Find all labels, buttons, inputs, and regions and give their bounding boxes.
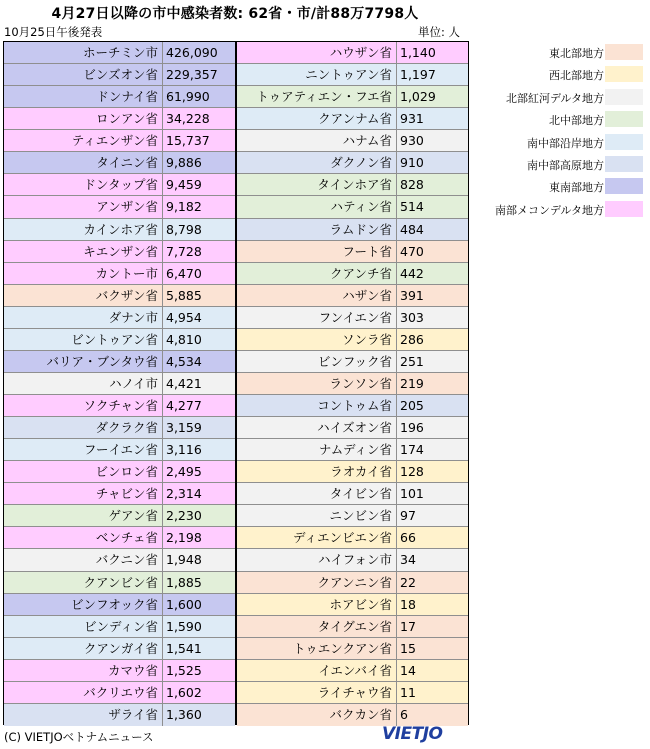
legend-item: [479, 198, 647, 220]
table-row: [237, 174, 468, 196]
case-count: 101: [400, 486, 424, 502]
table-row: [237, 373, 468, 395]
case-count: 11: [400, 684, 416, 700]
case-count: 1,948: [166, 552, 202, 568]
province-name: ソクチャン省: [4, 395, 163, 416]
case-count: 303: [400, 309, 424, 325]
province-name: ニンビン省: [237, 505, 397, 526]
table-row: [4, 704, 235, 726]
table-row: [237, 263, 468, 285]
table-row: [4, 64, 235, 86]
case-count: 18: [400, 596, 416, 612]
table-row: [4, 329, 235, 351]
case-count: 34: [400, 552, 416, 568]
case-count: 9,182: [166, 199, 202, 215]
case-count: 9,459: [166, 177, 202, 193]
province-name: イエンバイ省: [237, 660, 397, 681]
legend-label: 北中部地方: [549, 114, 604, 128]
province-name: ハティン省: [237, 196, 397, 217]
table-row: [237, 307, 468, 329]
province-name: ザライ省: [4, 704, 163, 726]
case-count: 1,600: [166, 596, 202, 612]
table-row: [4, 42, 235, 64]
case-count: 4,810: [166, 331, 202, 347]
case-count: 174: [400, 442, 424, 458]
announcement-date: 10月25日午後発表: [4, 25, 103, 39]
province-name: タインホア省: [237, 174, 397, 195]
province-name: ダクノン省: [237, 152, 397, 173]
case-count: 1,541: [166, 640, 202, 656]
province-name: クアンビン省: [4, 572, 163, 593]
province-name: クアンチ省: [237, 263, 397, 284]
province-name: アンザン省: [4, 196, 163, 217]
case-count: 205: [400, 398, 424, 414]
table-row: [237, 42, 468, 64]
case-count: 2,495: [166, 464, 202, 480]
case-count: 4,534: [166, 353, 202, 369]
case-count: 931: [400, 111, 424, 127]
legend-item: [479, 131, 647, 153]
province-name: バクニン省: [4, 549, 163, 570]
case-count: 426,090: [166, 45, 218, 60]
case-count: 17: [400, 618, 416, 634]
province-name: キエンザン省: [4, 241, 163, 262]
province-name: ハイフォン市: [237, 549, 397, 570]
legend-item: [479, 41, 647, 63]
case-count: 1,140: [400, 45, 436, 60]
vietjo-logo: VIETJO: [382, 724, 443, 744]
province-name: ホーチミン市: [4, 42, 163, 63]
case-count: 1,590: [166, 618, 202, 634]
case-count: 2,198: [166, 530, 202, 546]
case-count: 3,116: [166, 442, 202, 458]
table-row: [4, 86, 235, 108]
province-name: カインホア省: [4, 219, 163, 240]
case-count: 251: [400, 353, 424, 369]
province-name: ダナン市: [4, 307, 163, 328]
case-count: 219: [400, 375, 424, 391]
unit-label: 単位: 人: [418, 25, 461, 39]
table-row: [4, 152, 235, 174]
table-row: [237, 616, 468, 638]
province-name: ティエンザン省: [4, 130, 163, 151]
province-name: ビンロン省: [4, 461, 163, 482]
case-count: 128: [400, 464, 424, 480]
case-count: 1,197: [400, 67, 436, 83]
table-row: [4, 373, 235, 395]
legend-swatch: [605, 44, 643, 60]
legend-label: 南中部高原地方: [527, 158, 604, 172]
table-row: [237, 152, 468, 174]
region-legend: [479, 41, 647, 220]
case-count: 3,159: [166, 420, 202, 436]
province-name: フーイエン省: [4, 439, 163, 460]
table-row: [237, 64, 468, 86]
case-count: 1,360: [166, 706, 202, 722]
legend-swatch: [605, 111, 643, 127]
legend-item: [479, 86, 647, 108]
case-count: 6,470: [166, 265, 202, 281]
province-name: トゥエンクアン省: [237, 638, 397, 659]
legend-item: [479, 108, 647, 130]
table-row: [237, 638, 468, 660]
legend-item: [479, 63, 647, 85]
table-row: [4, 417, 235, 439]
case-count: 6: [400, 706, 408, 722]
case-count: 97: [400, 508, 416, 524]
province-name: ベンチェ省: [4, 527, 163, 548]
table-row: [4, 682, 235, 704]
province-name: ビンフック省: [237, 351, 397, 372]
case-count: 61,990: [166, 89, 210, 105]
table-row: [4, 572, 235, 594]
province-name: ランソン省: [237, 373, 397, 394]
case-count: 1,029: [400, 89, 436, 105]
table-row: [4, 616, 235, 638]
province-name: ディエンビエン省: [237, 527, 397, 548]
table-row: [4, 263, 235, 285]
province-name: ドンナイ省: [4, 86, 163, 107]
case-count: 22: [400, 574, 416, 590]
case-count: 34,228: [166, 111, 210, 127]
province-name: ドンタップ省: [4, 174, 163, 195]
case-count: 910: [400, 155, 424, 171]
legend-swatch: [605, 178, 643, 194]
table-row: [4, 549, 235, 571]
province-name: バクリエウ省: [4, 682, 163, 703]
table-row: [4, 505, 235, 527]
province-name: ビントゥアン省: [4, 329, 163, 350]
legend-label: 東北部地方: [549, 47, 604, 60]
table-row: [4, 196, 235, 218]
province-name: バリア・ブンタウ省: [4, 351, 163, 372]
province-name: トゥアティエン・フエ省: [237, 86, 397, 107]
case-count: 7,728: [166, 243, 202, 259]
table-row: [237, 196, 468, 218]
province-name: チャビン省: [4, 483, 163, 504]
province-name: ダクラク省: [4, 417, 163, 438]
table-row: [4, 461, 235, 483]
province-name: ライチャウ省: [237, 682, 397, 703]
legend-swatch: [605, 201, 643, 217]
table-row: [237, 417, 468, 439]
province-name: カントー市: [4, 263, 163, 284]
case-count: 66: [400, 530, 416, 546]
legend-swatch: [605, 134, 643, 150]
table-row: [4, 130, 235, 152]
province-name: クアンニン省: [237, 572, 397, 593]
case-count: 484: [400, 221, 424, 237]
province-name: タイグエン省: [237, 616, 397, 637]
table-row: [4, 307, 235, 329]
province-name: ソンラ省: [237, 329, 397, 350]
table-row: [4, 439, 235, 461]
table-row: [237, 594, 468, 616]
province-name: ラオカイ省: [237, 461, 397, 482]
table-row: [237, 86, 468, 108]
table-row: [237, 704, 468, 726]
table-row: [237, 219, 468, 241]
table-row: [4, 108, 235, 130]
case-count: 8,798: [166, 221, 202, 237]
legend-label: 南部メコンデルタ地方: [494, 203, 604, 217]
legend-swatch: [605, 89, 643, 105]
province-name: ナムディン省: [237, 439, 397, 460]
province-name: カマウ省: [4, 660, 163, 681]
table-row: [237, 241, 468, 263]
table-row: [4, 638, 235, 660]
legend-item: [479, 175, 647, 197]
case-count: 1,525: [166, 662, 202, 678]
table-row: [4, 527, 235, 549]
province-name: クアンガイ省: [4, 638, 163, 659]
legend-swatch: [605, 66, 643, 82]
case-count: 2,314: [166, 486, 202, 502]
case-count: 5,885: [166, 287, 202, 303]
table-row: [4, 395, 235, 417]
province-name: ハウザン省: [237, 42, 397, 63]
table-row: [237, 505, 468, 527]
case-count: 2,230: [166, 508, 202, 524]
table-row: [4, 285, 235, 307]
table-row: [237, 395, 468, 417]
province-name: ハノイ市: [4, 373, 163, 394]
case-count: 14: [400, 662, 416, 678]
legend-item: [479, 153, 647, 175]
province-name: ハザン省: [237, 285, 397, 306]
province-name: ロンアン省: [4, 108, 163, 129]
province-name: フート省: [237, 241, 397, 262]
page-title: 4月27日以降の市中感染者数: 62省・市/計88万7798人: [51, 6, 419, 22]
province-name: バクカン省: [237, 704, 397, 726]
case-count: 828: [400, 177, 424, 193]
case-count: 442: [400, 265, 424, 281]
case-count: 930: [400, 133, 424, 149]
case-count: 9,886: [166, 155, 202, 171]
province-name: クアンナム省: [237, 108, 397, 129]
legend-swatch: [605, 156, 643, 172]
table-row: [237, 660, 468, 682]
table-row: [4, 241, 235, 263]
table-row: [4, 660, 235, 682]
province-name: ホアビン省: [237, 594, 397, 615]
province-name: ゲアン省: [4, 505, 163, 526]
province-name: ビンズオン省: [4, 64, 163, 85]
table-row: [237, 439, 468, 461]
case-count: 15: [400, 640, 416, 656]
table-row: [237, 130, 468, 152]
case-count: 15,737: [166, 133, 210, 149]
case-count: 4,954: [166, 309, 202, 325]
table-row: [237, 682, 468, 704]
legend-label: 東南部地方: [549, 181, 604, 195]
legend-label: 南中部沿岸地方: [527, 136, 604, 150]
legend-label: 西北部地方: [549, 69, 604, 83]
case-count: 1,602: [166, 684, 202, 700]
province-name: フンイエン省: [237, 307, 397, 328]
province-name: ハナム省: [237, 130, 397, 151]
table-row: [237, 108, 468, 130]
province-name: ラムドン省: [237, 219, 397, 240]
province-name: ビンディン省: [4, 616, 163, 637]
table-row: [4, 594, 235, 616]
province-name: ハイズオン省: [237, 417, 397, 438]
table-row: [237, 527, 468, 549]
province-name: タイニン省: [4, 152, 163, 173]
table-row: [237, 549, 468, 571]
case-count: 1,885: [166, 574, 202, 590]
province-name: ニントゥアン省: [237, 64, 397, 85]
case-count: 4,277: [166, 398, 202, 414]
column-divider: [235, 41, 237, 725]
case-count: 286: [400, 331, 424, 347]
table-row: [4, 351, 235, 373]
province-name: ビンフオック省: [4, 594, 163, 615]
table-row: [4, 219, 235, 241]
province-name: バクザン省: [4, 285, 163, 306]
table-row: [237, 483, 468, 505]
table-row: [4, 174, 235, 196]
table-row: [237, 285, 468, 307]
table-row: [237, 351, 468, 373]
province-name: コントゥム省: [237, 395, 397, 416]
legend-label: 北部紅河デルタ地方: [505, 91, 604, 105]
table-row: [237, 461, 468, 483]
table-row: [237, 572, 468, 594]
province-name: タイビン省: [237, 483, 397, 504]
copyright: (C) VIETJOベトナムニュース: [4, 730, 154, 744]
case-count: 470: [400, 243, 424, 259]
case-count: 391: [400, 287, 424, 303]
table-row: [4, 483, 235, 505]
case-count: 514: [400, 199, 424, 215]
case-count: 196: [400, 420, 424, 436]
case-count: 229,357: [166, 67, 218, 83]
case-count: 4,421: [166, 375, 202, 391]
table-row: [237, 329, 468, 351]
